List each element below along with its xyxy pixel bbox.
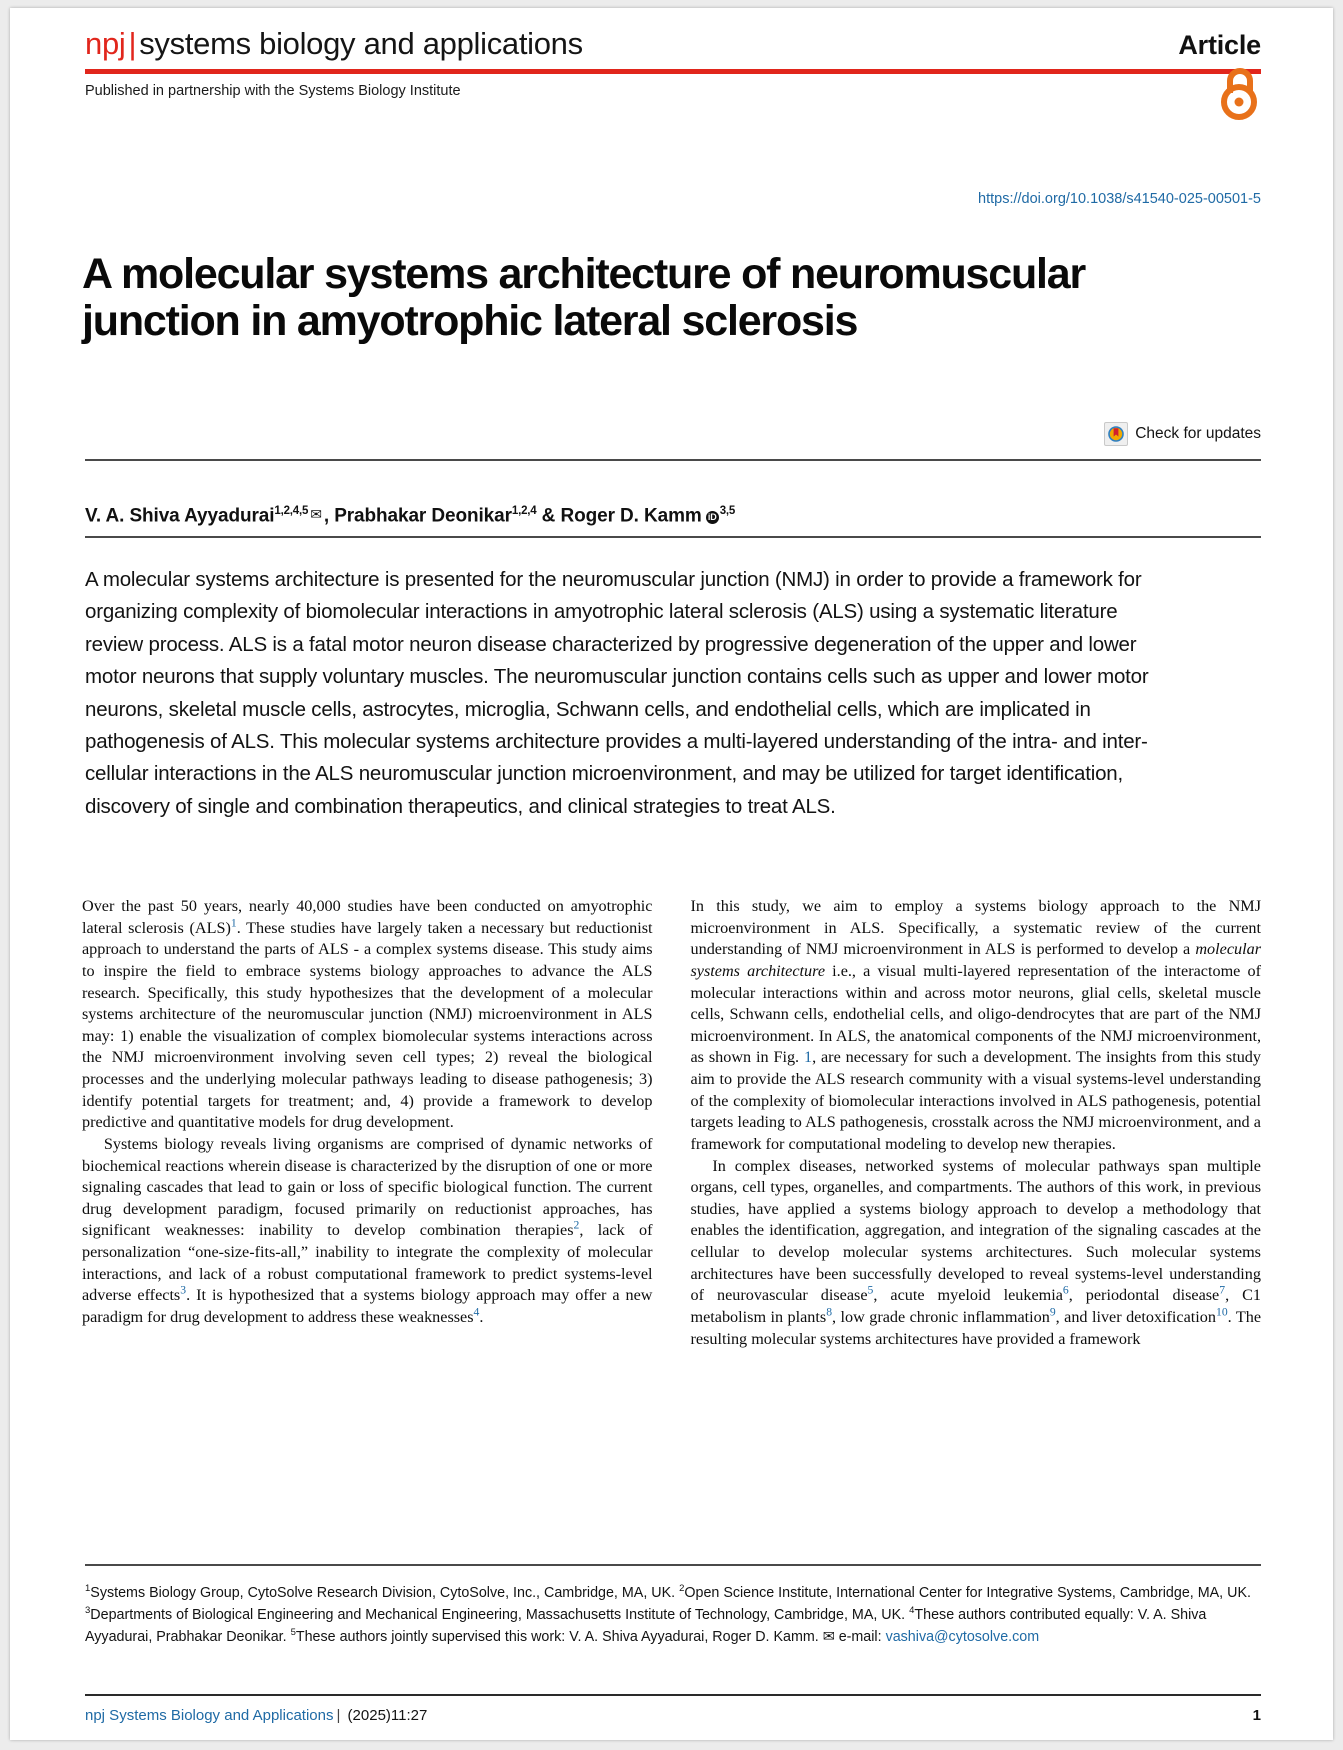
masthead-red-rule (85, 69, 1261, 74)
reference-superscript[interactable]: 8 (826, 1305, 833, 1319)
reference-superscript[interactable]: 9 (1049, 1305, 1056, 1319)
body-paragraph: Over the past 50 years, nearly 40,000 studies have been conducted on amyotrophic lateral sclerosis (ALS)$^1$. These studies have largely taken a necessary but reductionist approach to understand the parts of ALS - a complex systems disease. This study aims to inspire the field to embrace systems biology approaches to advance the ALS research. Specifically, this study hypothesizes that the development of a molecular systems architecture of the neuromuscular junction (NMJ) microenvironment in ALS may: 1) enable the visualization of complex biomolecular systems interactions across the NMJ microenvironment involving seven cell types; 2) reveal the biological processes and the underlying molecular pathways leading to disease pathogenesis; 3) identify potential targets for treatment; and, 4) provide a framework to develop predictive and quantitative models for drug development. (82, 897, 653, 1132)
affiliation-marker: 4 (909, 1605, 915, 1617)
reference-superscript[interactable]: 4 (473, 1305, 480, 1319)
doi-line[interactable] (85, 191, 1261, 207)
partnership-line: Published in partnership with the Systems Biology Institute (85, 83, 461, 99)
reference-superscript[interactable]: 7 (1219, 1283, 1226, 1297)
envelope-icon: ✉ (822, 1629, 839, 1646)
divider-above-footer (85, 1694, 1261, 1696)
affiliation-marker: 5 (290, 1627, 296, 1639)
abstract-text: A molecular systems architecture is presented for the neuromuscular junction (NMJ) in order to provide a framework for organizing complexity of biomolecular interactions in amyotrophic lateral sclerosis (ALS) using a systematic literature review process. ALS is a fatal motor neuron disease characterized by progressive degeneration of the upper and lower motor neurons that supply voluntary muscles. The neuromuscular junction contains cells such as upper and lower motor neurons, skeletal muscle cells, astrocytes, microglia, Schwann cells, and endothelial cells, which are implicated in pathogenesis of ALS. This molecular systems architecture provides a multi-layered understanding of the intra- and inter-cellular interactions in the ALS neuromuscular junction microenvironment, and may be utilized for target identification, discovery of single and combination therapeutics, and clinical strategies to treat ALS. (85, 568, 1149, 818)
doi-link[interactable]: https://doi.org/10.1038/s41540-025-00501-5 (978, 191, 1261, 207)
journal-title (85, 26, 583, 62)
reference-superscript[interactable]: 5 (867, 1283, 874, 1297)
author-3-name: Roger D. Kamm (560, 505, 702, 527)
footer-journal-name[interactable]: npj Systems Biology and Applications (85, 1707, 334, 1724)
page-title: A molecular systems architecture of neuromuscular junction in amyotrophic lateral sclerosis (82, 249, 1086, 345)
footer-volume-page: (2025)11:27 (343, 1707, 428, 1724)
reference-superscript[interactable]: 2 (573, 1218, 580, 1232)
affiliation-footnotes: $^1$Systems Biology Group, CytoSolve Research Division, CytoSolve, Inc., Cambridge, MA, UK. $^2$Open Science Institute, International Center for Integrative Systems, Cambridge, MA, UK. $^3$Departments of Biological Engineering and Mechanical Engineering, Massachusetts Institute of Technology, Cambridge, MA, UK. $^4$These authors contributed equally: V. A. Shiva Ayyadurai, Prabhakar Deonikar. $^5$These authors jointly supervised this work: V. A. Shiva Ayyadurai, Roger D. Kamm. ✉ e-mail: vashiva@cytosolve.com (85, 1583, 1251, 1646)
crossmark-badge-icon (1104, 422, 1128, 446)
body-paragraph: In complex diseases, networked systems of molecular pathways span multiple organs, cell types, organelles, and compartments. The authors of this work, in previous studies, have applied a systems biology approach to develop a methodology that enables the identification, aggregation, and integration of the signaling cascades at the cellular to develop molecular systems architectures. Such molecular systems architectures have been successfully developed to reveal systems-level understanding of neurovascular disease$^5$, acute myeloid leukemia$^6$, periodontal disease$^7$, C1 metabolism in plants$^8$, low grade chronic inflammation$^9$, and liver detoxification$^{10}$. The resulting molecular systems architectures have provided a framework (690, 1156, 1262, 1348)
author-1-affiliations: 1,2,4,5 (274, 505, 309, 517)
reference-superscript[interactable]: 6 (1062, 1283, 1069, 1297)
author-1-name: V. A. Shiva Ayyadurai (85, 505, 275, 527)
page-footer (85, 1707, 1261, 1724)
body-paragraph: Systems biology reveals living organisms are comprised of dynamic networks of biochemical reactions wherein disease is characterized by the disruption of one or more signaling cascades that lead to gain or loss of specific biological function. The current drug development paradigm, focused primarily on reductionist approaches, has significant weaknesses: inability to develop combination therapies$^2$, lack of personalization “one-size-fits-all,” inability to integrate the complexity of molecular interactions, and lack of a robust computational framework to predict systems-level adverse effects$^3$. It is hypothesized that a systems biology approach may offer a new paradigm for drug development to address these weaknesses$^4$. (82, 1134, 653, 1326)
body-column-left (82, 896, 653, 1350)
affiliation-marker: 1 (85, 1583, 91, 1595)
corresponding-email-link[interactable]: vashiva@cytosolve.com (885, 1629, 1040, 1646)
journal-divider: | (128, 26, 137, 61)
pdf-page (10, 8, 1333, 1740)
body-paragraph: In this study, we aim to employ a systems biology approach to the NMJ microenvironment in ALS. Specifically, a systematic review of the current understanding of NMJ microenvironment in ALS is performed to develop a molecular systems architecture i.e., a visual multi-layered representation of the interactome of molecular interactions within and across motor neurons, glial cells, skeletal muscle cells, Schwann cells, endothelial cells, and oligo-dendrocytes that are part of the NMJ microenvironment. In ALS, the anatomical components of the NMJ microenvironment, as shown in Fig. 1, are necessary for such a development. The insights from this study aim to provide the ALS research community with a visual systems-level understanding of the complexity of biomolecular interactions involved in ALS pathogenesis, potential targets leading to ALS pathogenesis, crosstalk across the NMJ microenvironment, and a framework for computational modeling to develop new therapies. (690, 897, 1261, 1153)
journal-masthead (85, 26, 1261, 99)
author-3-affiliations: 3,5 (719, 505, 736, 517)
affiliation-marker: 3 (85, 1605, 91, 1617)
check-for-updates[interactable] (1104, 422, 1261, 446)
check-for-updates-label: Check for updates (1135, 425, 1261, 442)
footer-divider: | (336, 1707, 341, 1724)
article-type-label: Article (1178, 30, 1261, 60)
figure-link[interactable]: 1 (803, 1048, 813, 1067)
reference-superscript[interactable]: 3 (180, 1283, 187, 1297)
article-body (82, 896, 1261, 1350)
author-2-affiliations: 1,2,4 (511, 505, 537, 517)
divider-above-abstract (85, 536, 1261, 538)
body-column-right (691, 896, 1262, 1350)
orcid-icon[interactable]: iD (706, 511, 719, 524)
author-2-name: Prabhakar Deonikar (334, 505, 512, 527)
footer-citation (85, 1707, 427, 1724)
author-list (85, 505, 1261, 527)
journal-npj-mark: npj (85, 26, 126, 61)
divider-above-authors (85, 459, 1261, 461)
divider-above-footnotes (85, 1564, 1261, 1566)
corresponding-author-envelope-icon[interactable]: ✉ (310, 506, 322, 523)
journal-name: systems biology and applications (139, 26, 583, 61)
open-access-lock-icon (1217, 68, 1261, 125)
emphasis-text: molecular systems architecture (690, 940, 1261, 980)
reference-superscript[interactable]: 1 (230, 916, 237, 930)
page-number: 1 (1252, 1707, 1261, 1724)
author-separator-2: & (536, 505, 561, 527)
affiliation-marker: 2 (679, 1583, 685, 1595)
author-separator-1: , (323, 505, 335, 527)
reference-superscript[interactable]: 10 (1215, 1305, 1228, 1319)
